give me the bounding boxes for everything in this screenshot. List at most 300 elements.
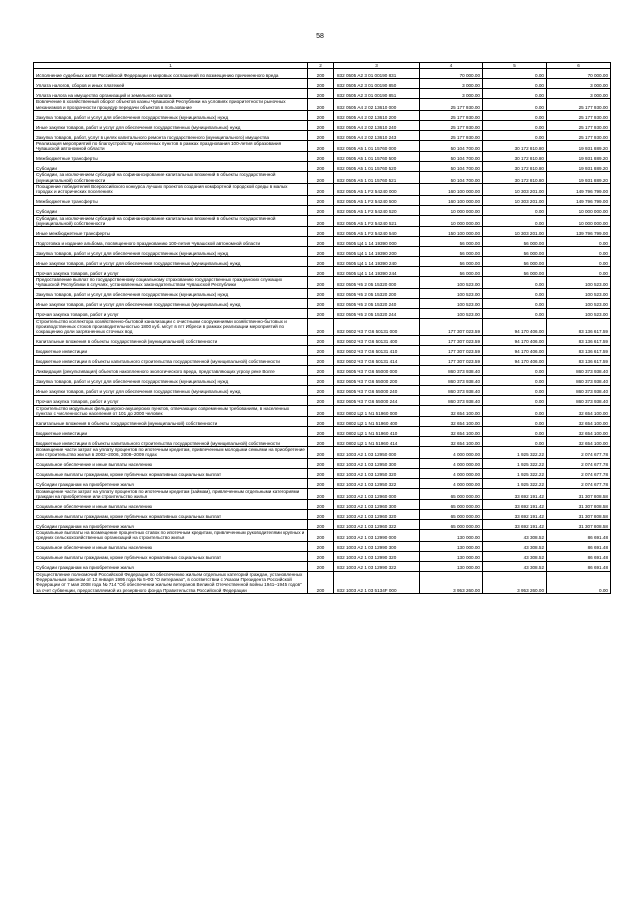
- admin-code-cell: 200: [308, 172, 334, 184]
- admin-code-cell: 200: [308, 267, 334, 277]
- executed-amount-cell: 0.00: [483, 277, 547, 289]
- admin-code-cell: 200: [308, 99, 334, 111]
- table-row: [34, 267, 611, 277]
- budget-classification-code-cell: 832 0505 А5 1 F2 54240 000: [334, 183, 420, 195]
- admin-code-cell: 200: [308, 541, 334, 551]
- budget-classification-code-cell: 832 0505 А5 1 01 15760 520: [334, 162, 420, 172]
- expense-name-cell: Исполнение судебных актов Российской Федерации и мировых соглашений по возмещению причиненного вреда: [34, 69, 308, 79]
- expense-name-cell: Уплата налогов, сборов и иных платежей: [34, 79, 308, 89]
- executed-amount-cell: 33 692 191.42: [483, 520, 547, 530]
- budget-classification-code-cell: 832 0802 Ц2 1 N1 51960 414: [334, 437, 420, 447]
- budget-classification-code-cell: 832 0505 Ч5 2 05 15320 244: [334, 308, 420, 318]
- budget-classification-code-cell: 832 0505 А5 1 F2 54240 521: [334, 215, 420, 227]
- admin-code-cell: 200: [308, 468, 334, 478]
- table-row: [34, 152, 611, 162]
- unexecuted-amount-cell: 86 691.48: [547, 551, 611, 561]
- admin-code-cell: 200: [308, 110, 334, 120]
- unexecuted-amount-cell: 0.00: [547, 267, 611, 277]
- approved-amount-cell: 25 177 930.00: [420, 99, 483, 111]
- approved-amount-cell: 130 000.00: [420, 530, 483, 542]
- budget-classification-code-cell: 832 0602 Ч3 7 G6 50131 410: [334, 345, 420, 355]
- admin-code-cell: 200: [308, 120, 334, 130]
- unexecuted-amount-cell: 860 373 938.40: [547, 365, 611, 375]
- budget-classification-code-cell: 832 0505 А2 3 01 00190 831: [334, 69, 420, 79]
- budget-classification-code-cell: 832 0505 Ц4 1 14 19390 244: [334, 267, 420, 277]
- unexecuted-amount-cell: 2 074 677.78: [547, 458, 611, 468]
- executed-amount-cell: 10 303 201.00: [483, 183, 547, 195]
- expense-name-cell: Межбюджетные трансферты: [34, 152, 308, 162]
- admin-code-cell: 200: [308, 478, 334, 488]
- executed-amount-cell: 0.00: [483, 365, 547, 375]
- expense-name-cell: Реализация мероприятий по благоустройству населенных пунктов в рамках празднования 100-летия образования Чувашской автономной области: [34, 140, 308, 152]
- executed-amount-cell: 0.00: [483, 215, 547, 227]
- approved-amount-cell: 56 000.00: [420, 257, 483, 267]
- table-row: [34, 437, 611, 447]
- admin-code-cell: 200: [308, 288, 334, 298]
- admin-code-cell: 200: [308, 140, 334, 152]
- admin-code-cell: 200: [308, 405, 334, 417]
- table-row: [34, 355, 611, 365]
- budget-classification-code-cell: 832 1003 А2 1 03 12960 320: [334, 510, 420, 520]
- expense-name-cell: Закупка товаров, работ, услуг в целях капитального ремонта государственного (муниципального) имущества: [34, 130, 308, 140]
- executed-amount-cell: 0.00: [483, 308, 547, 318]
- expense-name-cell: Вовлечение в хозяйственный оборот объектов казны Чувашской Республики на условиях приоритетности рыночных механизмов и прозрачности процедур передачи объектов в пользование: [34, 99, 308, 111]
- approved-amount-cell: 32 654 100.00: [420, 405, 483, 417]
- table-row: [34, 551, 611, 561]
- expense-name-cell: Бюджетные инвестиции: [34, 427, 308, 437]
- table-row: [34, 458, 611, 468]
- table-row: [34, 417, 611, 427]
- expense-name-cell: Социальные выплаты гражданам, кроме публичных нормативных социальных выплат: [34, 510, 308, 520]
- table-row: [34, 318, 611, 335]
- unexecuted-amount-cell: 100 523.00: [547, 298, 611, 308]
- executed-amount-cell: 1 925 322.22: [483, 447, 547, 459]
- executed-amount-cell: 0.00: [483, 69, 547, 79]
- executed-amount-cell: 0.00: [483, 427, 547, 437]
- unexecuted-amount-cell: 83 136 617.59: [547, 355, 611, 365]
- table-row: [34, 89, 611, 99]
- budget-classification-code-cell: 832 1003 А2 1 03 5134F 000: [334, 571, 420, 593]
- unexecuted-amount-cell: 25 177 930.00: [547, 130, 611, 140]
- expense-name-cell: Капитальные вложения в объекты государственной (муниципальной) собственности: [34, 417, 308, 427]
- executed-amount-cell: 3 953 260.00: [483, 571, 547, 593]
- executed-amount-cell: 33 692 191.42: [483, 510, 547, 520]
- expense-name-cell: Межбюджетные трансферты: [34, 195, 308, 205]
- expense-name-cell: Социальное обеспечение и иные выплаты населению: [34, 458, 308, 468]
- unexecuted-amount-cell: 0.00: [547, 237, 611, 247]
- budget-classification-code-cell: 832 0602 Ч3 7 G6 50131 400: [334, 335, 420, 345]
- expense-name-cell: Предоставление выплат по государственному социальному страхованию государственных гражданских служащих Чувашской Республики в случаях, установленных законодательством Чувашской Республики: [34, 277, 308, 289]
- admin-code-cell: 200: [308, 89, 334, 99]
- budget-classification-code-cell: 832 1003 А2 1 03 12990 320: [334, 551, 420, 561]
- approved-amount-cell: 70 000.00: [420, 69, 483, 79]
- approved-amount-cell: 65 000 000.00: [420, 510, 483, 520]
- unexecuted-amount-cell: 70 000.00: [547, 69, 611, 79]
- executed-amount-cell: 0.00: [483, 405, 547, 417]
- expense-name-cell: Социальные выплаты гражданам, кроме публичных нормативных социальных выплат: [34, 551, 308, 561]
- budget-classification-code-cell: 832 1003 А2 1 03 12950 322: [334, 478, 420, 488]
- executed-amount-cell: 43 308.52: [483, 541, 547, 551]
- admin-code-cell: 200: [308, 195, 334, 205]
- approved-amount-cell: 25 177 930.00: [420, 130, 483, 140]
- budget-classification-code-cell: 832 0602 Ч3 7 G6 50131 414: [334, 355, 420, 365]
- approved-amount-cell: 32 654 100.00: [420, 417, 483, 427]
- admin-code-cell: 200: [308, 530, 334, 542]
- approved-amount-cell: 130 000.00: [420, 561, 483, 571]
- approved-amount-cell: 56 000.00: [420, 267, 483, 277]
- unexecuted-amount-cell: 860 373 938.40: [547, 375, 611, 385]
- table-row: [34, 79, 611, 89]
- executed-amount-cell: 0.00: [483, 375, 547, 385]
- budget-classification-code-cell: 832 0505 Ц4 1 14 19390 240: [334, 257, 420, 267]
- unexecuted-amount-cell: 10 000 000.00: [547, 205, 611, 215]
- admin-code-cell: 200: [308, 510, 334, 520]
- table-row: [34, 571, 611, 593]
- unexecuted-amount-cell: 100 523.00: [547, 308, 611, 318]
- column-header: 1: [34, 63, 308, 69]
- expense-name-cell: Прочая закупка товаров, работ и услуг: [34, 308, 308, 318]
- approved-amount-cell: 100 523.00: [420, 308, 483, 318]
- approved-amount-cell: 4 000 000.00: [420, 468, 483, 478]
- table-row: [34, 69, 611, 79]
- executed-amount-cell: 0.00: [483, 130, 547, 140]
- executed-amount-cell: 94 170 406.00: [483, 318, 547, 335]
- admin-code-cell: 200: [308, 417, 334, 427]
- admin-code-cell: 200: [308, 247, 334, 257]
- expense-name-cell: Осуществление полномочий Российской Федерации по обеспечению жильем отдельных категорий граждан, установленных Федеральным законом от 12 января 1995 года № 5-ФЗ "О ветеранах", в соответствии с Указом Президента Российской Федерации от 7 мая 2008 года № 714 "Об обеспечении жильем ветеранов Великой Отечественной войны 1941–1945 годов" за счет субвенции, предоставляемой из резервного фонда Правительства Российской Федерации: [34, 571, 308, 593]
- budget-classification-code-cell: 832 0505 А5 1 01 15760 521: [334, 172, 420, 184]
- budget-classification-code-cell: 832 1003 А2 1 03 12950 320: [334, 468, 420, 478]
- table-row: [34, 257, 611, 267]
- approved-amount-cell: 25 177 930.00: [420, 120, 483, 130]
- unexecuted-amount-cell: 0.00: [547, 257, 611, 267]
- expense-name-cell: Субсидии гражданам на приобретение жилья: [34, 520, 308, 530]
- table-row: [34, 520, 611, 530]
- expense-name-cell: Возмещение части затрат на уплату процентов по ипотечным кредитам (займам), привлеченным отдельными категориями граждан на приобретение или строительство жилья: [34, 488, 308, 500]
- approved-amount-cell: 50 104 700.00: [420, 140, 483, 152]
- budget-classification-code-cell: 832 0505 Ч5 2 05 15320 240: [334, 298, 420, 308]
- table-row: [34, 365, 611, 375]
- unexecuted-amount-cell: 0.00: [547, 571, 611, 593]
- approved-amount-cell: 4 000 000.00: [420, 458, 483, 468]
- budget-classification-code-cell: 832 0802 Ц2 1 N1 51960 000: [334, 405, 420, 417]
- table-row: [34, 345, 611, 355]
- budget-classification-code-cell: 832 0505 Ц4 1 14 19390 200: [334, 247, 420, 257]
- table-row: [34, 247, 611, 257]
- table-row: [34, 308, 611, 318]
- executed-amount-cell: 30 172 810.80: [483, 152, 547, 162]
- budget-classification-code-cell: 832 0505 А2 3 01 00190 850: [334, 79, 420, 89]
- unexecuted-amount-cell: 19 931 889.20: [547, 152, 611, 162]
- approved-amount-cell: 50 104 700.00: [420, 172, 483, 184]
- unexecuted-amount-cell: 19 931 889.20: [547, 162, 611, 172]
- approved-amount-cell: 177 307 023.59: [420, 335, 483, 345]
- unexecuted-amount-cell: 31 307 808.58: [547, 520, 611, 530]
- budget-classification-code-cell: 832 0505 А5 1 F2 54240 520: [334, 205, 420, 215]
- approved-amount-cell: 150 100 000.00: [420, 227, 483, 237]
- executed-amount-cell: 10 303 201.00: [483, 195, 547, 205]
- executed-amount-cell: 0.00: [483, 385, 547, 395]
- approved-amount-cell: 100 523.00: [420, 298, 483, 308]
- unexecuted-amount-cell: 3 000.00: [547, 89, 611, 99]
- admin-code-cell: 200: [308, 162, 334, 172]
- admin-code-cell: 200: [308, 298, 334, 308]
- unexecuted-amount-cell: 3 000.00: [547, 79, 611, 89]
- expense-name-cell: Прочая закупка товаров, работ и услуг: [34, 395, 308, 405]
- table-body: [34, 69, 611, 594]
- admin-code-cell: 200: [308, 183, 334, 195]
- admin-code-cell: 200: [308, 571, 334, 593]
- unexecuted-amount-cell: 149 796 799.00: [547, 195, 611, 205]
- executed-amount-cell: 43 308.52: [483, 551, 547, 561]
- executed-amount-cell: 0.00: [483, 395, 547, 405]
- table-row: [34, 298, 611, 308]
- approved-amount-cell: 32 654 100.00: [420, 427, 483, 437]
- expense-name-cell: Субсидии гражданам на приобретение жилья: [34, 561, 308, 571]
- unexecuted-amount-cell: 0.00: [547, 247, 611, 257]
- unexecuted-amount-cell: 31 307 808.58: [547, 510, 611, 520]
- budget-classification-code-cell: 832 0505 А5 1 F2 54240 500: [334, 195, 420, 205]
- budget-classification-code-cell: 832 0505 Ч5 2 05 15320 200: [334, 288, 420, 298]
- admin-code-cell: 200: [308, 205, 334, 215]
- admin-code-cell: 200: [308, 427, 334, 437]
- unexecuted-amount-cell: 2 074 677.78: [547, 447, 611, 459]
- executed-amount-cell: 56 000.00: [483, 267, 547, 277]
- executed-amount-cell: 1 925 322.22: [483, 458, 547, 468]
- table-row: [34, 510, 611, 520]
- budget-classification-code-cell: 832 1003 А2 1 03 12950 300: [334, 458, 420, 468]
- unexecuted-amount-cell: 31 307 808.58: [547, 488, 611, 500]
- admin-code-cell: 200: [308, 227, 334, 237]
- budget-classification-code-cell: 832 0505 А4 2 02 13610 200: [334, 110, 420, 120]
- expense-name-cell: Уплата налога на имущество организаций и земельного налога: [34, 89, 308, 99]
- unexecuted-amount-cell: 100 523.00: [547, 288, 611, 298]
- expense-name-cell: Строительство модульных фельдшерско-акушерских пунктов, отвечающих современным требованиям, в населенных пунктах с численностью населения от 101 до 2000 человек: [34, 405, 308, 417]
- budget-classification-code-cell: 832 0505 А5 1 F2 54240 540: [334, 227, 420, 237]
- budget-classification-code-cell: 832 0505 А4 2 02 13610 243: [334, 130, 420, 140]
- executed-amount-cell: 56 000.00: [483, 247, 547, 257]
- table-row: [34, 500, 611, 510]
- table-row: [34, 488, 611, 500]
- admin-code-cell: 200: [308, 375, 334, 385]
- page-number: 58: [316, 33, 324, 40]
- expense-name-cell: Ликвидация (рекультивация) объектов накопленного экологического вреда, представляющих угрозу реке Волге: [34, 365, 308, 375]
- budget-classification-code-cell: 832 1003 А2 1 03 12990 000: [334, 530, 420, 542]
- executed-amount-cell: 0.00: [483, 417, 547, 427]
- executed-amount-cell: 0.00: [483, 437, 547, 447]
- table-row: [34, 405, 611, 417]
- budget-classification-code-cell: 832 0605 Ч3 7 G6 55000 200: [334, 375, 420, 385]
- approved-amount-cell: 56 000.00: [420, 237, 483, 247]
- unexecuted-amount-cell: 25 177 930.00: [547, 120, 611, 130]
- unexecuted-amount-cell: 83 136 617.59: [547, 335, 611, 345]
- budget-classification-code-cell: 832 1003 А2 1 03 12990 322: [334, 561, 420, 571]
- unexecuted-amount-cell: 32 654 100.00: [547, 417, 611, 427]
- table-row: [34, 162, 611, 172]
- expense-name-cell: Бюджетные инвестиции: [34, 345, 308, 355]
- expense-name-cell: Капитальные вложения в объекты государственной (муниципальной) собственности: [34, 335, 308, 345]
- executed-amount-cell: 94 170 406.00: [483, 355, 547, 365]
- admin-code-cell: 200: [308, 257, 334, 267]
- unexecuted-amount-cell: 10 000 000.00: [547, 215, 611, 227]
- approved-amount-cell: 860 373 938.40: [420, 385, 483, 395]
- executed-amount-cell: 0.00: [483, 120, 547, 130]
- executed-amount-cell: 0.00: [483, 298, 547, 308]
- table-row: [34, 468, 611, 478]
- table-row: [34, 183, 611, 195]
- approved-amount-cell: 10 000 000.00: [420, 215, 483, 227]
- admin-code-cell: 200: [308, 355, 334, 365]
- expense-name-cell: Поощрение победителей Всероссийского конкурса лучших проектов создания комфортной городской среды в малых городах и исторических поселениях: [34, 183, 308, 195]
- approved-amount-cell: 65 000 000.00: [420, 488, 483, 500]
- expense-name-cell: Социальные выплаты на возмещение процентных ставок по ипотечным кредитам, привлеченным руководителями крупных и средних сельскохозяйственных организаций на строительство жилья: [34, 530, 308, 542]
- budget-classification-code-cell: 832 0505 А4 2 02 13610 240: [334, 120, 420, 130]
- approved-amount-cell: 100 523.00: [420, 288, 483, 298]
- unexecuted-amount-cell: 83 136 617.59: [547, 345, 611, 355]
- approved-amount-cell: 160 100 000.00: [420, 195, 483, 205]
- executed-amount-cell: 30 172 810.80: [483, 162, 547, 172]
- admin-code-cell: 200: [308, 437, 334, 447]
- executed-amount-cell: 94 170 406.00: [483, 345, 547, 355]
- expense-name-cell: Субсидии, за исключением субсидий на софинансирование капитальных вложений в объекты государственной (муниципальной) собственности: [34, 172, 308, 184]
- executed-amount-cell: 33 692 191.42: [483, 500, 547, 510]
- expense-name-cell: Закупка товаров, работ и услуг для обеспечения государственных (муниципальных) нужд: [34, 110, 308, 120]
- admin-code-cell: 200: [308, 488, 334, 500]
- table-row: [34, 140, 611, 152]
- budget-classification-code-cell: 832 0605 Ч3 7 G6 55000 244: [334, 395, 420, 405]
- executed-amount-cell: 1 925 322.22: [483, 468, 547, 478]
- approved-amount-cell: 4 000 000.00: [420, 478, 483, 488]
- executed-amount-cell: 0.00: [483, 89, 547, 99]
- table-row: [34, 478, 611, 488]
- executed-amount-cell: 33 692 191.42: [483, 488, 547, 500]
- unexecuted-amount-cell: 139 796 799.00: [547, 227, 611, 237]
- unexecuted-amount-cell: 2 074 677.78: [547, 468, 611, 478]
- approved-amount-cell: 65 000 000.00: [420, 520, 483, 530]
- unexecuted-amount-cell: 32 654 100.00: [547, 405, 611, 417]
- table-row: [34, 227, 611, 237]
- budget-classification-code-cell: 832 0605 Ч3 7 G6 55000 000: [334, 365, 420, 375]
- executed-amount-cell: 56 000.00: [483, 257, 547, 267]
- table-row: [34, 541, 611, 551]
- approved-amount-cell: 130 000.00: [420, 551, 483, 561]
- approved-amount-cell: 50 104 700.00: [420, 152, 483, 162]
- table-row: [34, 99, 611, 111]
- table-row: [34, 215, 611, 227]
- approved-amount-cell: 3 000.00: [420, 89, 483, 99]
- admin-code-cell: 200: [308, 69, 334, 79]
- expense-name-cell: Социальное обеспечение и иные выплаты населению: [34, 541, 308, 551]
- expense-name-cell: Субсидии гражданам на приобретение жилья: [34, 478, 308, 488]
- approved-amount-cell: 100 523.00: [420, 277, 483, 289]
- unexecuted-amount-cell: 86 691.48: [547, 530, 611, 542]
- table-row: [34, 277, 611, 289]
- unexecuted-amount-cell: 32 654 100.00: [547, 437, 611, 447]
- admin-code-cell: 200: [308, 551, 334, 561]
- admin-code-cell: 200: [308, 447, 334, 459]
- unexecuted-amount-cell: 19 931 889.20: [547, 140, 611, 152]
- expense-name-cell: Иные закупки товаров, работ и услуг для обеспечения государственных (муниципальных) нужд: [34, 298, 308, 308]
- unexecuted-amount-cell: 25 177 930.00: [547, 110, 611, 120]
- approved-amount-cell: 4 000 000.00: [420, 447, 483, 459]
- admin-code-cell: 200: [308, 79, 334, 89]
- approved-amount-cell: 130 000.00: [420, 541, 483, 551]
- table-row: [34, 385, 611, 395]
- executed-amount-cell: 0.00: [483, 99, 547, 111]
- executed-amount-cell: 56 000.00: [483, 237, 547, 247]
- expense-name-cell: Иные закупки товаров, работ и услуг для обеспечения государственных (муниципальных) нужд: [34, 385, 308, 395]
- expense-name-cell: Социальные выплаты гражданам, кроме публичных нормативных социальных выплат: [34, 468, 308, 478]
- admin-code-cell: 200: [308, 345, 334, 355]
- admin-code-cell: 200: [308, 308, 334, 318]
- budget-classification-code-cell: 832 1003 А2 1 03 12990 300: [334, 541, 420, 551]
- approved-amount-cell: 25 177 930.00: [420, 110, 483, 120]
- unexecuted-amount-cell: 100 523.00: [547, 277, 611, 289]
- admin-code-cell: 200: [308, 215, 334, 227]
- budget-classification-code-cell: 832 1003 А2 1 03 12960 322: [334, 520, 420, 530]
- column-header: 4: [420, 63, 483, 69]
- admin-code-cell: 200: [308, 365, 334, 375]
- expense-name-cell: Субсидии: [34, 205, 308, 215]
- unexecuted-amount-cell: 83 136 617.59: [547, 318, 611, 335]
- executed-amount-cell: 43 308.52: [483, 530, 547, 542]
- approved-amount-cell: 177 307 023.59: [420, 318, 483, 335]
- executed-amount-cell: 94 170 406.00: [483, 335, 547, 345]
- admin-code-cell: 200: [308, 500, 334, 510]
- approved-amount-cell: 860 373 938.40: [420, 365, 483, 375]
- expense-name-cell: Социальное обеспечение и иные выплаты населению: [34, 500, 308, 510]
- admin-code-cell: 200: [308, 152, 334, 162]
- approved-amount-cell: 160 100 000.00: [420, 183, 483, 195]
- expense-name-cell: Иные закупки товаров, работ и услуг для обеспечения государственных (муниципальных) нужд: [34, 257, 308, 267]
- expense-name-cell: Возмещение части затрат на уплату процентов по ипотечным кредитам, привлеченным молодыми семьями на приобретение или строительство жилья в 2002–2006, 2008–2009 годах: [34, 447, 308, 459]
- admin-code-cell: 200: [308, 458, 334, 468]
- expense-name-cell: Прочая закупка товаров, работ и услуг: [34, 267, 308, 277]
- budget-classification-code-cell: 832 0802 Ц2 1 N1 51960 410: [334, 427, 420, 437]
- admin-code-cell: 200: [308, 277, 334, 289]
- budget-classification-code-cell: 832 1003 А2 1 03 12950 000: [334, 447, 420, 459]
- table-row: [34, 561, 611, 571]
- unexecuted-amount-cell: 860 373 938.40: [547, 385, 611, 395]
- budget-classification-code-cell: 832 0802 Ц2 1 N1 51960 400: [334, 417, 420, 427]
- approved-amount-cell: 3 000.00: [420, 79, 483, 89]
- budget-classification-code-cell: 832 1003 А2 1 03 12960 300: [334, 500, 420, 510]
- table-row: [34, 447, 611, 459]
- executed-amount-cell: 43 308.52: [483, 561, 547, 571]
- executed-amount-cell: 30 172 810.80: [483, 140, 547, 152]
- executed-amount-cell: 10 303 201.00: [483, 227, 547, 237]
- table-row: [34, 288, 611, 298]
- expense-name-cell: Субсидии: [34, 162, 308, 172]
- budget-classification-code-cell: 832 1003 А2 1 03 12960 000: [334, 488, 420, 500]
- expense-name-cell: Строительство коллектора хозяйственно-бытовой канализации с очистными сооружениями хозяйственно-бытовых и производственных стоков производительностью 1800 куб. м/сут в пгт Ибреси в рамках реализации мероприятий по сокращению доли загрязненных сточных вод: [34, 318, 308, 335]
- approved-amount-cell: 50 104 700.00: [420, 162, 483, 172]
- unexecuted-amount-cell: 86 691.48: [547, 541, 611, 551]
- executed-amount-cell: 0.00: [483, 288, 547, 298]
- budget-table: [33, 62, 611, 594]
- table-row: [34, 120, 611, 130]
- approved-amount-cell: 860 373 938.40: [420, 375, 483, 385]
- table-row: [34, 427, 611, 437]
- unexecuted-amount-cell: 86 691.48: [547, 561, 611, 571]
- budget-classification-code-cell: 832 0605 Ч3 7 G6 55000 240: [334, 385, 420, 395]
- table-row: [34, 395, 611, 405]
- approved-amount-cell: 860 373 938.40: [420, 395, 483, 405]
- approved-amount-cell: 177 307 023.59: [420, 345, 483, 355]
- executed-amount-cell: 30 172 810.80: [483, 172, 547, 184]
- unexecuted-amount-cell: 32 654 100.00: [547, 427, 611, 437]
- budget-classification-code-cell: 832 0602 Ч3 7 G6 50131 000: [334, 318, 420, 335]
